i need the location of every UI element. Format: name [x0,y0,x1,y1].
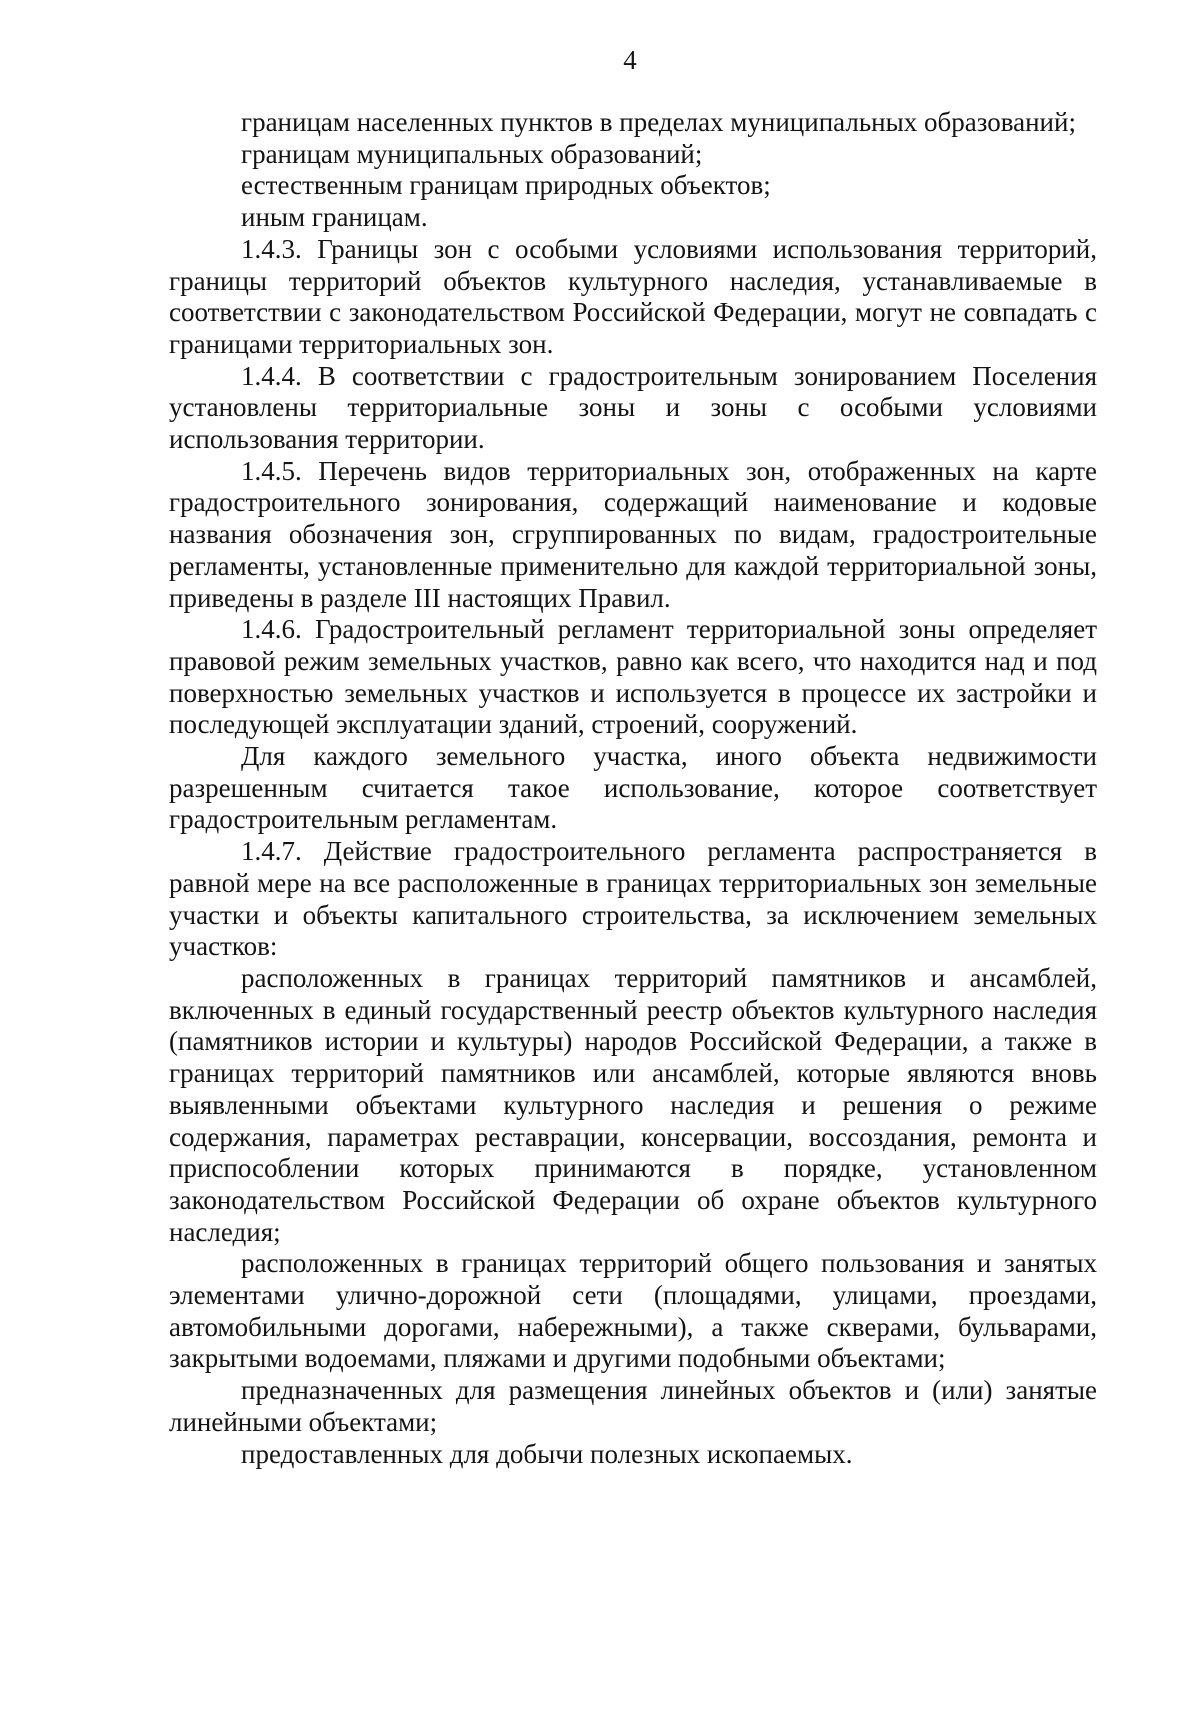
paragraph-natural-borders: естественным границам природных объектов; [241,170,771,201]
paragraph-mining: предоставленных для добычи полезных ископаемых. [241,1438,853,1469]
paragraph-municipal-borders: границам муниципальных образований; [241,138,703,169]
paragraph-permitted-use: Для каждого земельного участка, иного объекта недвижимости разрешенным считается такое использование, которое соответствует градостроительным регламентам. [169,741,1097,835]
page-number: 4 [623,45,637,75]
paragraph-1-4-3: 1.4.3. Границы зон с особыми условиями использования территорий, границы территорий объектов культурного наследия, устанавливаемые в соответствии с законодательством Российской Федерации, могут не совпадать с границами территориальных зон. [169,233,1097,359]
paragraph-public-use: расположенных в границах территорий общего пользования и занятых элементами улично-дорожной сети (площадями, улицами, проездами, автомобильными дорогами, набережными), а также скверами, бульварами, закрытыми водоемами, пляжами и другими подобными объектами; [169,1248,1097,1374]
document-body [169,107,1097,1470]
paragraph-cultural-heritage: расположенных в границах территорий памятников и ансамблей, включенных в единый государственный реестр объектов культурного наследия (памятников истории и культуры) народов Российской Федерации, а также в границах территорий памятников или ансамблей, которые являются вновь выявленными объектами культурного наследия и решения о режиме содержания, параметрах реставрации, консервации, воссоздания, ремонта и приспособлении которых принимаются в порядке, установленном законодательством Российской Федерации об охране объектов культурного наследия; [169,962,1097,1247]
paragraph-1-4-6: 1.4.6. Градостроительный регламент территориальной зоны определяет правовой режим земельных участков, равно как всего, что находится над и под поверхностью земельных участков и используется в процессе их застройки и последующей эксплуатации зданий, строений, сооружений. [169,614,1097,740]
paragraph-1-4-4: 1.4.4. В соответствии с градостроительным зонированием Поселения установлены территориальные зоны и зоны с особыми условиями использования территории. [169,360,1097,455]
paragraph-settlement-borders: границам населенных пунктов в пределах муниципальных образований; [241,107,1076,137]
paragraph-other-borders: иным границам. [241,202,428,233]
paragraph-linear-objects: предназначенных для размещения линейных объектов и (или) занятые линейными объектами; [169,1375,1097,1437]
paragraph-1-4-7: 1.4.7. Действие градостроительного регламента распространяется в равной мере на все расположенные в границах территориальных зон земельные участки и объекты капитального строительства, за исключением земельных участков: [169,836,1097,962]
paragraph-1-4-5: 1.4.5. Перечень видов территориальных зон, отображенных на карте градостроительного зонирования, содержащий наименование и кодовые названия обозначения зон, сгруппированных по видам, градостроительные регламенты, установленные применительно для каждой территориальной зоны, приведены в разделе III настоящих Правил. [169,455,1097,613]
